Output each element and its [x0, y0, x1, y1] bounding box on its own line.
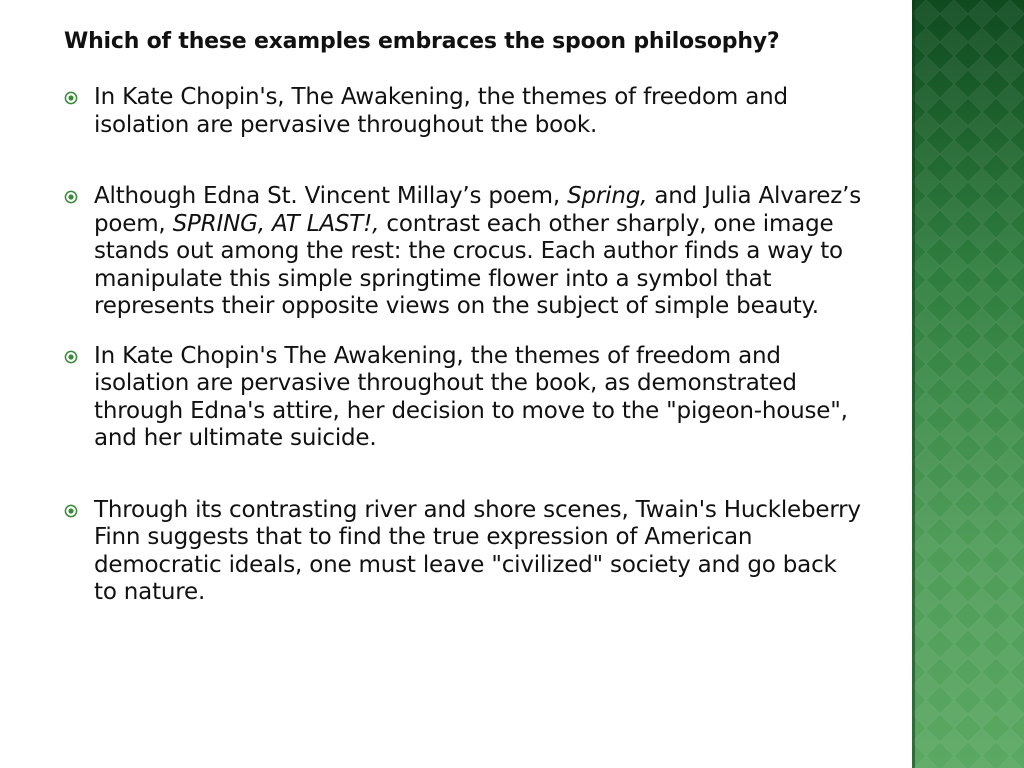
bullet-2-segment-5: contrast each other sharply, one image stands out among the rest: the crocus. Each author finds a way to manipulate this simple springtime flower into a symbol that represents their opposite views on the subject of simple beauty.	[94, 210, 843, 319]
sidebar-edge-shadow	[912, 0, 915, 768]
slide-content	[64, 28, 864, 607]
bullet-item-1	[64, 84, 864, 139]
bullet-text-4	[94, 497, 864, 607]
question-heading: Which of these examples embraces the spoon philosophy?	[64, 29, 780, 54]
bullet-item-3	[64, 343, 864, 453]
bullet-text-2	[94, 183, 864, 321]
decorative-green-sidebar	[912, 0, 1024, 768]
circled-dot-bullet-icon	[64, 504, 78, 518]
bullet-4-segment-1: Through its contrasting river and shore scenes, Twain's Huckleberry Finn suggests that to find the true expression of American democratic ideals, one must leave "civilized" society and go back to nature.	[94, 496, 861, 605]
bullet-1-segment-1: In Kate Chopin's, The Awakening, the themes of freedom and isolation are pervasive throughout the book.	[94, 84, 788, 138]
bullet-3-segment-1: In Kate Chopin's The Awakening, the themes of freedom and isolation are pervasive throughout the book, as demonstrated through Edna's attire, her decision to move to the "pigeon-house", and her ultimate suicide.	[94, 342, 848, 451]
poem-title-spring: Spring,	[567, 183, 648, 209]
bullet-item-4	[64, 497, 864, 607]
circled-dot-bullet-icon	[64, 91, 78, 105]
bullet-item-2	[64, 183, 864, 321]
bullet-text-3	[94, 343, 864, 453]
circled-dot-bullet-icon	[64, 190, 78, 204]
bullet-text-1	[94, 84, 864, 139]
bullet-2-segment-1: Although Edna St. Vincent Millay’s poem,	[94, 183, 568, 209]
answer-bullet-list	[64, 84, 864, 607]
diamond-pattern-overlay	[912, 0, 1024, 768]
bullet-2-segment-3: and Julia Alvarez’s poem,	[94, 183, 861, 237]
circled-dot-bullet-icon	[64, 350, 78, 364]
poem-title-spring-at-last: SPRING, AT LAST!,	[172, 210, 380, 237]
